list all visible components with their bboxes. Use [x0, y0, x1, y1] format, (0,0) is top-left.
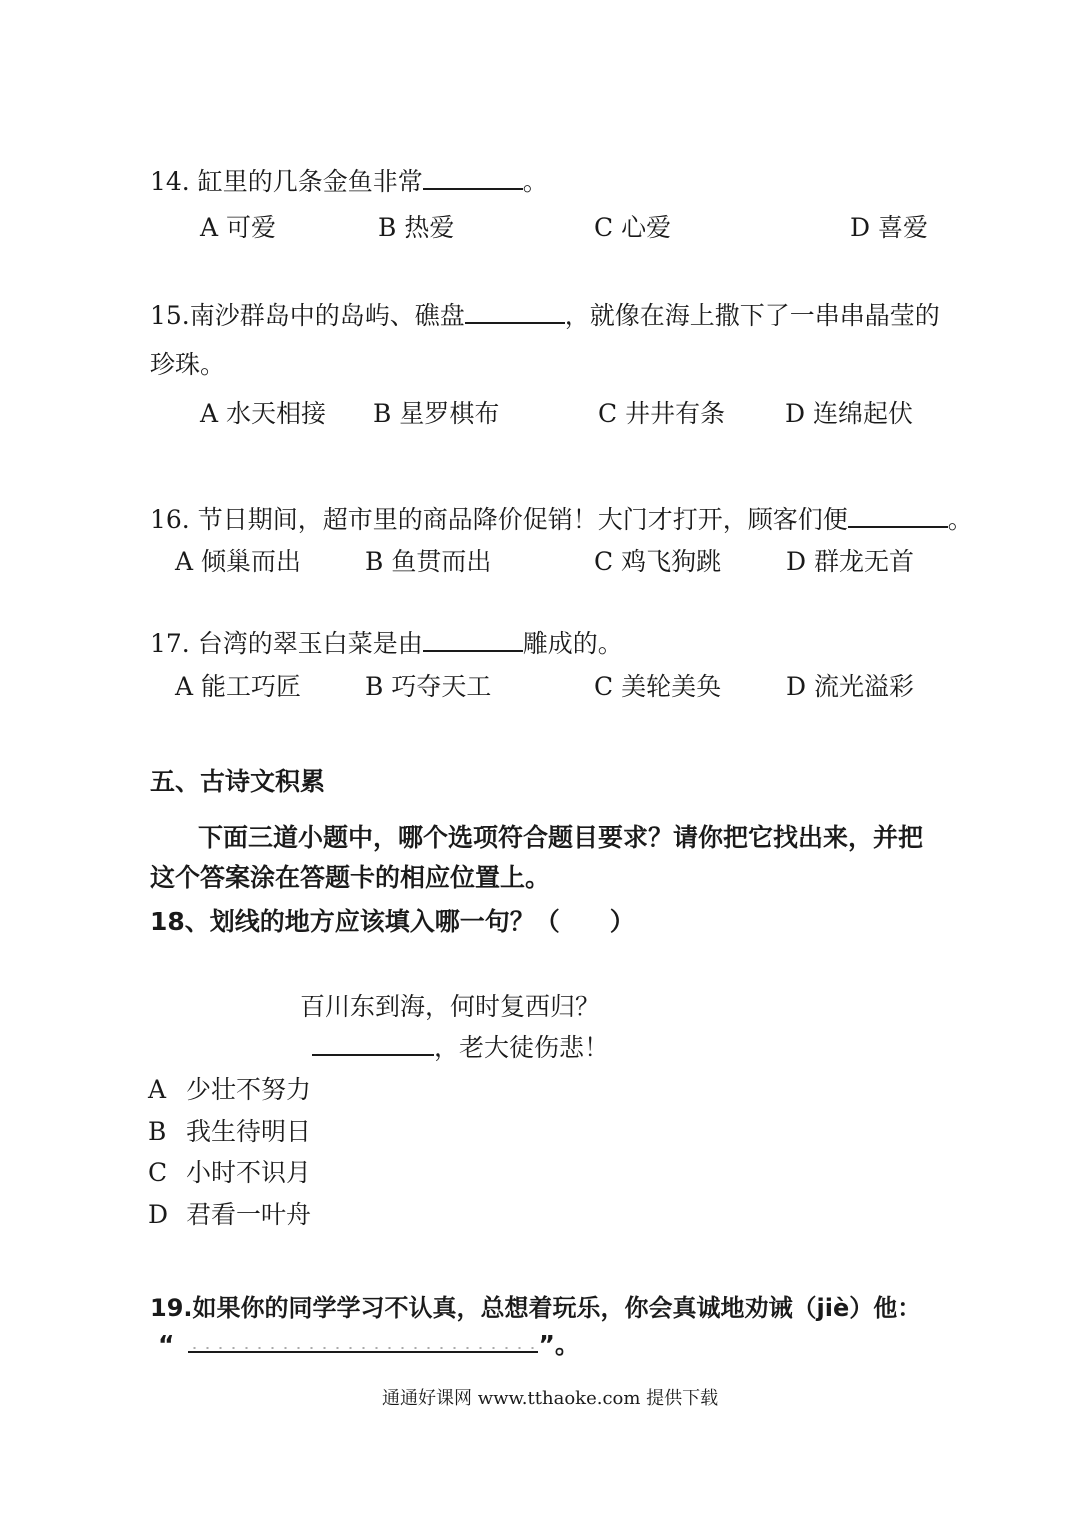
- q18-option-c: C 小时不识月: [148, 1158, 312, 1187]
- page-footer: 通通好课网 www.tthaoke.com 提供下载: [382, 1388, 719, 1409]
- q17-option-c: C 美轮美奂: [594, 672, 722, 701]
- q15-option-a: A 水天相接: [200, 399, 327, 428]
- q14-blank: [423, 164, 523, 190]
- section-instruction-line1: 下面三道小题中，哪个选项符合题目要求？请你把它找出来，并把: [198, 823, 924, 852]
- q18-option-b: B 我生待明日: [148, 1117, 312, 1146]
- q17-blank: [423, 626, 523, 652]
- q14-option-a: A 可爱: [200, 213, 277, 242]
- q15-stem-line2: 珍珠。: [150, 350, 226, 379]
- q19-stem: 19.如果你的同学学习不认真，总想着玩乐，你会真诚地劝诫（jiè）他：: [150, 1294, 922, 1322]
- q17-stem: 17. 台湾的翠玉白菜是由 雕成的。: [150, 624, 623, 660]
- q18-poem-line1: 百川东到海，何时复西归？: [300, 992, 601, 1021]
- q15-option-c: C 井井有条: [598, 399, 726, 428]
- q18-poem-line2: ，老大徒伤悲！: [312, 1028, 609, 1064]
- q17-option-a: A 能工巧匠: [175, 672, 302, 701]
- q16-stem: 16. 节日期间，超市里的商品降价促销！大门才打开，顾客们便 。: [150, 500, 973, 536]
- q16-option-a: A 倾巢而出: [175, 547, 302, 576]
- q18-poem-blank: [312, 1030, 434, 1056]
- q15-option-d: D 连绵起伏: [785, 399, 913, 428]
- q17-option-d: D 流光溢彩: [786, 672, 914, 701]
- q14-option-c: C 心爱: [594, 213, 672, 242]
- q16-option-d: D 群龙无首: [786, 547, 914, 576]
- q14-option-b: B 热爱: [378, 213, 455, 242]
- section-heading: 五、古诗文积累: [150, 767, 326, 796]
- q16-option-b: B 鱼贯而出: [365, 547, 492, 576]
- q18-option-a: A 少壮不努力: [148, 1075, 312, 1104]
- q14-option-d: D 喜爱: [850, 213, 928, 242]
- q15-stem: 15.南沙群岛中的岛屿、礁盘 ，就像在海上撒下了一串串晶莹的: [150, 296, 940, 332]
- q16-option-c: C 鸡飞狗跳: [594, 547, 722, 576]
- q18-option-d: D 君看一叶舟: [148, 1200, 312, 1229]
- section-instruction-line2: 这个答案涂在答题卡的相应位置上。: [150, 863, 551, 892]
- q17-option-b: B 巧夺天工: [365, 672, 492, 701]
- q18-stem: 18、划线的地方应该填入哪一句？（ ）: [150, 907, 635, 936]
- q19-answer-blank: [188, 1329, 538, 1353]
- q15-blank: [465, 298, 565, 324]
- q19-answer-line: “ ”。: [158, 1330, 580, 1359]
- q14-stem: 14. 缸里的几条金鱼非常 。: [150, 162, 548, 198]
- q15-option-b: B 星罗棋布: [373, 399, 500, 428]
- q16-blank: [848, 502, 948, 528]
